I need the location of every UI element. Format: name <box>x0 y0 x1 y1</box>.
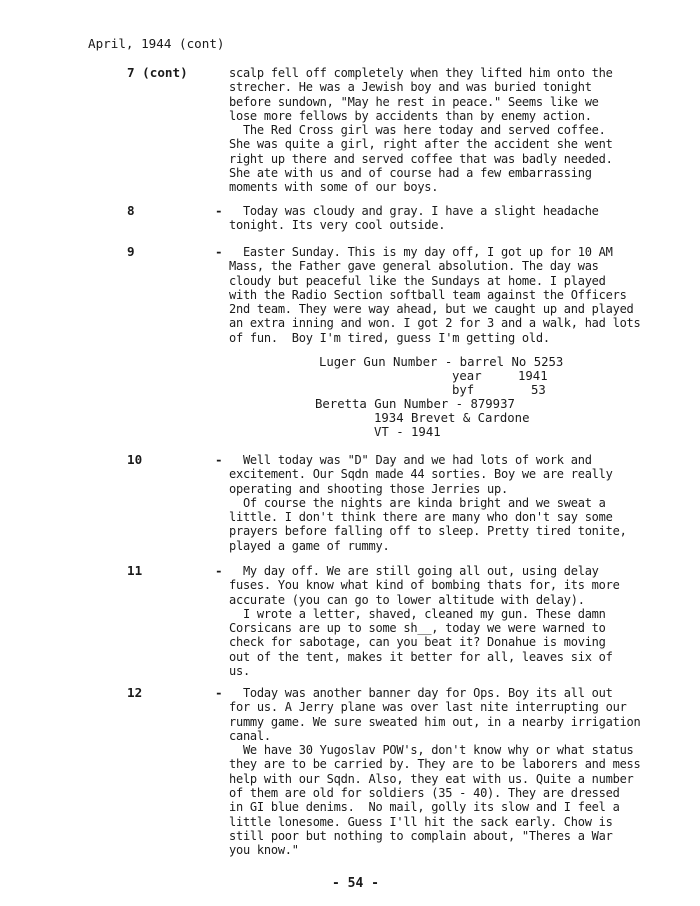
entry-text <box>229 564 620 678</box>
entry-line: moments with some of our boys. <box>229 180 439 195</box>
entry-day: 9 <box>127 244 135 259</box>
entry-line: you know." <box>229 843 299 858</box>
entry-line: fuses. You know what kind of bombing thats for, its more <box>229 578 620 593</box>
entry-line: rummy game. We sure sweated him out, in a nearby irrigation <box>229 714 641 729</box>
entry-day: 11 <box>127 563 143 578</box>
entry-line: cloudy but peaceful like the Sundays at home. I played <box>229 273 606 288</box>
entry-dash: - <box>215 203 223 218</box>
entry-line: Well today was "D" Day and we had lots of work and <box>229 453 592 467</box>
entry-dash: - <box>215 452 223 467</box>
entry-dash: - <box>215 685 223 700</box>
entry-line: Corsicans are up to some sh__, today we were warned to <box>229 621 606 636</box>
entry-line: 2nd team. They were way ahead, but we caught up and played <box>229 302 634 317</box>
entry-line: help with our Sqdn. Also, they eat with us. Quite a number <box>229 771 634 786</box>
entry-line: right up there and served coffee that was badly needed. <box>229 151 613 166</box>
entry-line: We have 30 Yugoslav POW's, don't know why or what status <box>229 743 634 758</box>
entry-line: tonight. Its very cool outside. <box>229 218 446 233</box>
entry-line: My day off. We are still going all out, using delay <box>229 564 599 578</box>
luger-gun-number: Luger Gun Number - barrel No 5253 <box>319 355 564 369</box>
entry-line: Today was cloudy and gray. I have a slight headache <box>229 204 599 218</box>
entry-line: strecher. He was a Jewish boy and was buried tonight <box>229 80 592 95</box>
entry-line: Today was another banner day for Ops. Boy its all out <box>229 686 613 700</box>
beretta-year: VT - 1941 <box>374 425 441 439</box>
entry-day: 8 <box>127 203 135 218</box>
entry-line: check for sabotage, can you beat it? Donahue is moving <box>229 635 606 650</box>
entry-line: little. I don't think there are many who don't say some <box>229 510 613 525</box>
entry-line: scalp fell off completely when they lifted him onto the <box>229 66 613 80</box>
beretta-maker: 1934 Brevet & Cardone <box>374 411 530 425</box>
entry-dash: - <box>215 563 223 578</box>
entry-line: they are to be carried by. They are to be laborers and mess <box>229 757 641 772</box>
entry-line: played a game of rummy. <box>229 538 390 553</box>
entry-text <box>229 245 641 345</box>
entry-line: little lonesome. Guess I'll hit the sack early. Chow is <box>229 814 613 829</box>
entry-line: Of course the nights are kinda bright and we sweat a <box>229 495 606 510</box>
entry-line: I wrote a letter, shaved, cleaned my gun. These damn <box>229 606 606 621</box>
entry-line: out of the tent, makes it better for all, leaves six of <box>229 649 613 664</box>
entry-line: She ate with us and of course had a few embarrassing <box>229 166 592 181</box>
entry-line: Easter Sunday. This is my day off, I got up for 10 AM <box>229 245 613 259</box>
entry-day: 10 <box>127 452 143 467</box>
entry-line: with the Radio Section softball team against the Officers <box>229 287 627 302</box>
entry-dash: - <box>215 244 223 259</box>
entry-text <box>229 66 613 195</box>
entry-line: us. <box>229 664 250 679</box>
entry-line: She was quite a girl, right after the accident she went <box>229 137 613 152</box>
entry-day: 7 (cont) <box>127 65 188 80</box>
entry-line: of them are old for soldiers (35 - 40). They are dressed <box>229 786 620 801</box>
entry-line: canal. <box>229 728 271 743</box>
entry-line: an extra inning and won. I got 2 for 3 and a walk, had lots <box>229 316 641 331</box>
luger-year: 1941 <box>518 369 548 383</box>
page-header: April, 1944 (cont) <box>88 36 225 51</box>
entry-line: operating and shooting those Jerries up. <box>229 481 508 496</box>
entry-line: excitement. Our Sqdn made 44 sorties. Boy we are really <box>229 467 613 482</box>
luger-byf-label: byf <box>452 383 475 397</box>
entry-line: lose more fellows by accidents than by enemy action. <box>229 108 592 123</box>
entry-text <box>229 453 627 553</box>
entry-line: for us. A Jerry plane was over last nite interrupting our <box>229 700 627 715</box>
entry-text <box>229 686 641 858</box>
entry-day: 12 <box>127 685 143 700</box>
entry-line: of fun. Boy I'm tired, guess I'm getting old. <box>229 330 550 345</box>
entry-line: before sundown, "May he rest in peace." Seems like we <box>229 94 599 109</box>
entry-line: accurate (you can go to lower altitude with delay). <box>229 592 585 607</box>
entry-line: Mass, the Father gave general absolution. The day was <box>229 259 599 274</box>
page-number: - 54 - <box>332 876 379 891</box>
entry-text <box>229 204 599 233</box>
luger-year-label: year <box>452 369 482 383</box>
entry-line: The Red Cross girl was here today and served coffee. <box>229 123 606 138</box>
entry-line: prayers before falling off to sleep. Pretty tired tonite, <box>229 524 627 539</box>
entry-line: still poor but nothing to complain about, "Theres a War <box>229 828 613 843</box>
entry-line: in GI blue denims. No mail, golly its slow and I feel a <box>229 800 620 815</box>
luger-byf: 53 <box>531 383 546 397</box>
beretta-gun-number: Beretta Gun Number - 879937 <box>315 397 515 411</box>
